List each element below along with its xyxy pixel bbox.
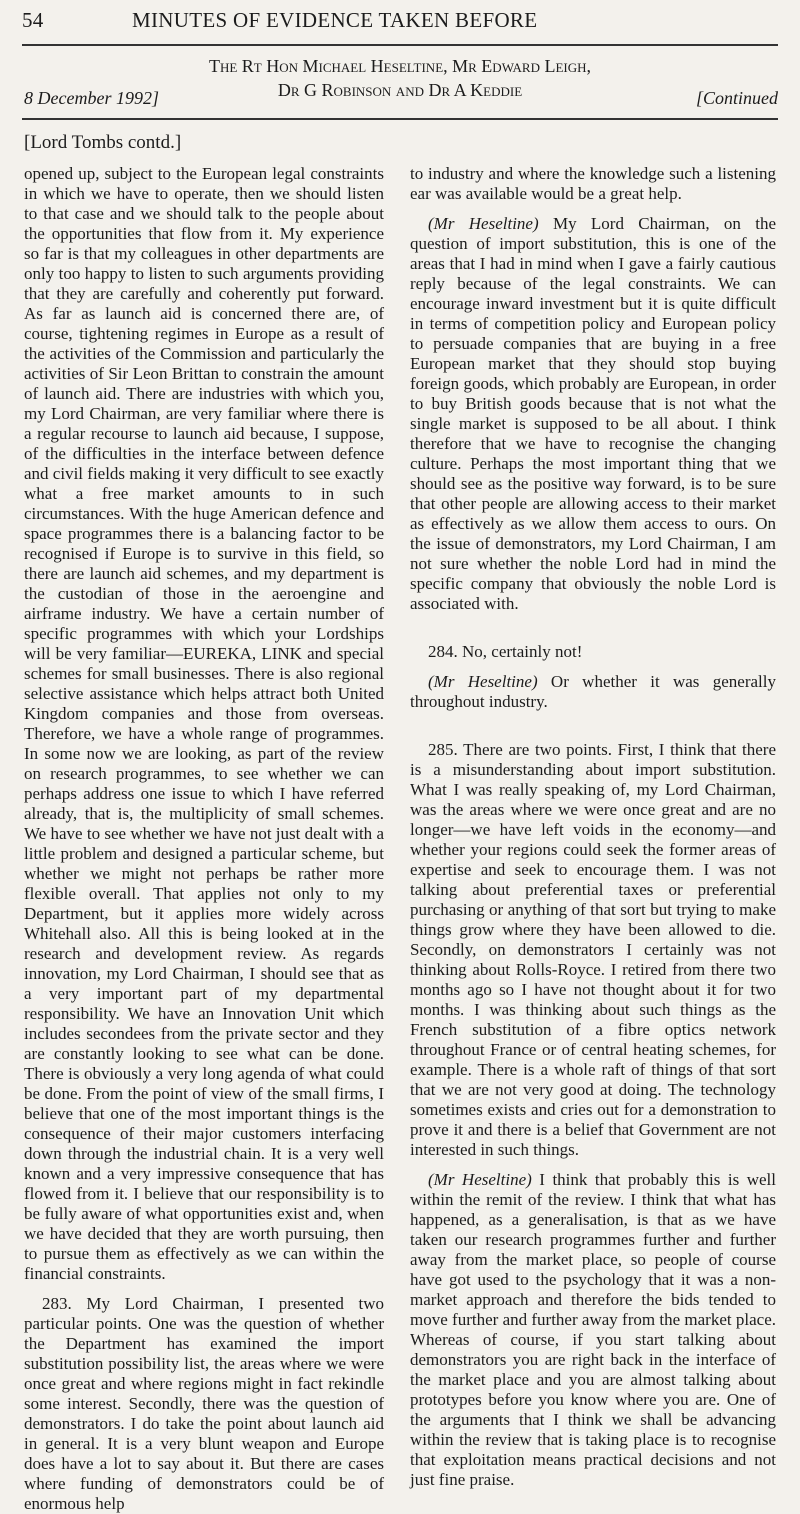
speaker: (Mr Heseltine) <box>428 1170 532 1189</box>
section-label: [Lord Tombs contd.] <box>24 132 182 153</box>
paragraph: to industry and where the knowledge such a listening ear was available would be a great help. <box>410 164 776 203</box>
page-number: 54 <box>22 8 44 32</box>
spacer <box>410 722 776 740</box>
paragraph: 283. My Lord Chairman, I presented two particular points. One was the question of whether the Department has examined the import substitution possibility list, the areas where we were once great and where regions might in fact rekindle some interest. Secondly, there was the question of demonstrators. I do take the point about launch aid in general. It is a very blunt weapon and Europe does have a lot to say about it. But there are cases where funding of demonstrators could be of enormous help <box>24 1294 384 1513</box>
paragraph-text: My Lord Chairman, on the question of import substitution, this is one of the areas that I had in mind when I gave a fairly cautious reply because of the legal constraints. We can encourage inward investment but it is quite difficult in terms of competition policy and European policy to persuade companies that are buying in a free European market that they should stop buying foreign goods, which probably are European, in order to buy British goods because that is not what the single market is supposed to be all about. I think therefore that we have to recognise the changing culture. Perhaps the most important thing that we should see as the positive way forward, is to be sure that other people are allowing access to their market as effectively as we allow them access to ours. On the issue of demonstrators, my Lord Chairman, I am not sure whether the noble Lord had in mind the specific company that obviously the noble Lord is associated with. <box>410 214 776 613</box>
paragraph <box>410 214 776 614</box>
question: 285. There are two points. First, I think that there is a misunderstanding about import substitution. What I was really speaking of, my Lord Chairman, was the areas where we were once great and are no longer—we have left voids in the economy—and whether your regions could seek the former areas of expertise and seek to encourage them. I was not talking about preferential taxes or preferential purchasing or anything of that sort but trying to make things grow where they have been allowed to die. Secondly, on demonstrators I certainly was not thinking about Rolls-Royce. I retired from there two months ago so I have not thought about it for two months. I was thinking about such things as the French substitution of a fibre optics network throughout France or of central heating schemes, for example. There is a whole raft of things of that sort that we are not very good at doing. The technology sometimes exists and cries out for a demonstration to prove it and there is a belief that Government are not interested in such things. <box>410 740 776 1159</box>
witness-list <box>190 54 610 102</box>
paragraph <box>410 672 776 712</box>
spacer <box>410 624 776 642</box>
header-rule-bottom <box>22 118 778 120</box>
speaker: (Mr Heseltine) <box>428 214 539 233</box>
continued-marker: [Continued <box>695 88 778 108</box>
left-column <box>24 164 384 1513</box>
question: 284. No, certainly not! <box>428 642 583 661</box>
paragraph <box>410 1170 776 1490</box>
witness-line-2: Dr G Robinson and Dr A Keddie <box>277 80 523 100</box>
paragraph-text: I think that probably this is well within the remit of the review. I think that what has happened, as a generalisation, is that as we have taken our research programmes further and further away from the market place, so people of course have got used to the psychology that it was a non-market approach and therefore the bids tended to move further and further away from the market place. Whereas of course, if you start talking about demonstrators you are right back in the interface of the market place and you are almost talking about prototypes before you know where you are. One of the arguments that I think we shall be advancing within the review that is taking place is to recognise that exploitation means practical decisions and not just fine praise. <box>410 1170 776 1489</box>
speaker: (Mr Heseltine) <box>428 672 538 691</box>
right-column <box>410 164 776 1489</box>
header-rule-top <box>22 44 778 46</box>
running-title: MINUTES OF EVIDENCE TAKEN BEFORE <box>132 8 538 32</box>
paragraph: opened up, subject to the European legal constraints in which we have to operate, then we should listen to that case and we should talk to the people about the opportunities that flow from it. My experience so far is that my colleagues in other departments are only too happy to listen to such arguments providing that they are carefully and coherently put forward. As far as launch aid is concerned there are, of course, tightening regimes in Europe as a result of the activities of the Commission and particularly the activities of Sir Leon Brittan to constrain the amount of launch aid. There are industries with which you, my Lord Chairman, are very familiar where there is a regular recourse to launch aid because, I suppose, of the difficulties in the interface between defence and civil fields making it very difficult to see exactly what a free market amounts to in such circumstances. With the huge American defence and space programmes there is a balancing factor to be recognised if Europe is to survive in this field, so there are launch aid schemes, and my department is the custodian of those in the aeroengine and airframe industry. We have a certain number of specific programmes with which your Lordships will be very familiar—EUREKA, LINK and special schemes for small businesses. There is also regional selective assistance which helps attract both United Kingdom companies and those from overseas. Therefore, we have a whole range of programmes. In some now we are looking, as part of the review on research programmes, to see whether we can perhaps address one issue to which I have referred already, that is, the multiplicity of small schemes. We have to see whether we have not just dealt with a little problem and designed a particular scheme, but whether we might not perhaps be rather more flexible overall. That applies not only to my Department, but it applies more widely across Whitehall also. All this is being looked at in the research and development review. As regards innovation, my Lord Chairman, I should see that as a very important part of my departmental responsibility. We have an Innovation Unit which includes secondees from the private sector and they are constantly looking to see what can be done. There is obviously a very long agenda of what could be done. From the point of view of the small firms, I believe that one of the most important things is the consequence of their major customers interfacing down through the industrial chain. It is a very well known and a very impressive consequence that has flowed from it. I believe that our responsibility is to be fully aware of what opportunities exist and, when we have decided that they are worth pursuing, then to pursue them as effectively as we can within the financial constraints. <box>24 164 384 1283</box>
witness-line-1: The Rt Hon Michael Heseltine, Mr Edward Leigh, <box>208 56 592 76</box>
hearing-date: 8 December 1992] <box>24 88 159 108</box>
paragraph-text: Or whether it was generally throughout industry. <box>410 672 776 711</box>
